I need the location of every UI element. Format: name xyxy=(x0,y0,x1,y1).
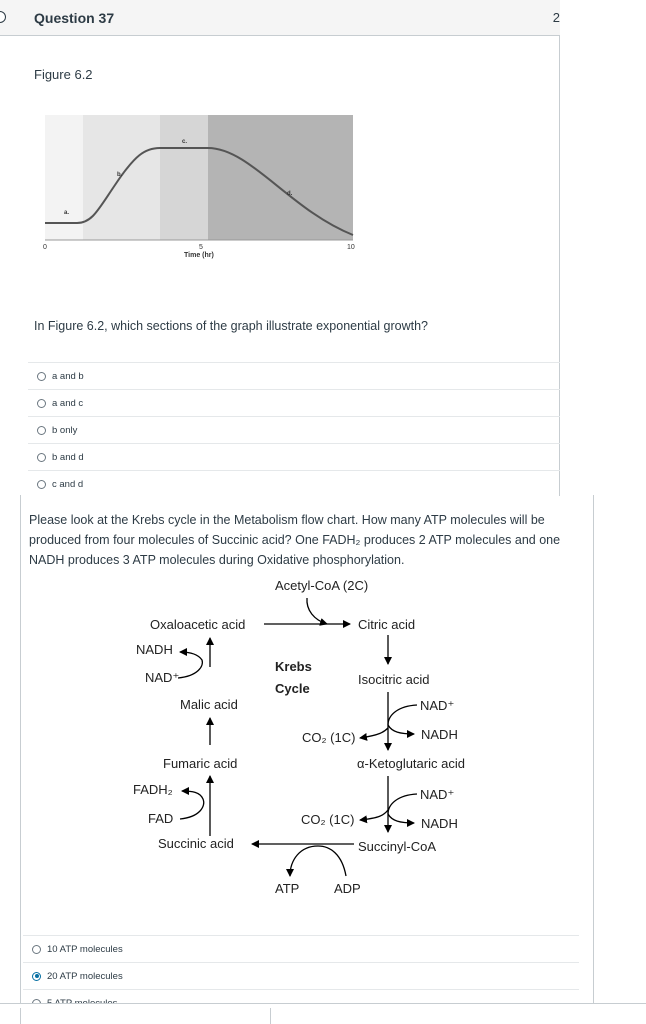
answer-option[interactable] xyxy=(28,389,560,416)
radio-button-selected[interactable] xyxy=(32,972,41,981)
label-co2-1: CO₂ (1C) xyxy=(302,730,356,745)
answer-option[interactable] xyxy=(23,935,579,962)
divider xyxy=(270,1008,271,1024)
divider xyxy=(20,1008,21,1024)
figure-label: Figure 6.2 xyxy=(34,67,93,82)
label-atp: ATP xyxy=(275,881,300,896)
answer-option[interactable] xyxy=(28,470,560,497)
radio-button[interactable] xyxy=(37,453,46,462)
radio-button[interactable] xyxy=(37,372,46,381)
arrow-co2-release-2 xyxy=(360,810,388,820)
label-succinic-acid: Succinic acid xyxy=(158,836,234,851)
arrow-nad-to-nadh-left xyxy=(178,652,202,678)
question-title: Question 37 xyxy=(34,10,115,26)
section-label-b: b. xyxy=(117,172,123,178)
arrow-nad-to-nadh-right-2 xyxy=(388,794,417,823)
growth-curve-figure xyxy=(30,110,370,260)
section-label-c: c. xyxy=(182,139,188,145)
label-co2-2: CO₂ (1C) xyxy=(301,812,355,827)
section-label-d: d. xyxy=(287,191,293,197)
krebs-cycle-diagram xyxy=(0,570,600,900)
label-cycle: Cycle xyxy=(275,681,310,696)
answer-option-selected[interactable] xyxy=(23,962,579,989)
radio-button[interactable] xyxy=(32,945,41,954)
answer-label: b only xyxy=(52,424,78,436)
label-nad-left: NAD⁺ xyxy=(145,670,180,685)
radio-button[interactable] xyxy=(37,399,46,408)
label-nadh-left: NADH xyxy=(136,642,173,657)
answer-option[interactable] xyxy=(28,416,560,443)
answer-label: a and c xyxy=(52,397,84,409)
label-fad: FAD xyxy=(148,811,174,826)
bottom-bar xyxy=(0,1003,646,1024)
arrow-acetyl-entry xyxy=(307,598,327,624)
question-prompt: In Figure 6.2, which sections of the graph illustrate exponential growth? xyxy=(34,319,428,333)
answer-option[interactable] xyxy=(28,443,560,470)
label-krebs: Krebs xyxy=(275,659,312,674)
label-nad-right-2: NAD⁺ xyxy=(420,787,455,802)
arrow-fad-to-fadh2 xyxy=(180,791,204,819)
radio-button[interactable] xyxy=(37,480,46,489)
label-adp: ADP xyxy=(334,881,361,896)
answer-label: 10 ATP molecules xyxy=(47,943,123,955)
radio-button[interactable] xyxy=(37,426,46,435)
answer-list xyxy=(28,362,560,497)
answer-option[interactable] xyxy=(28,362,560,389)
label-nadh-right-2: NADH xyxy=(421,816,458,831)
question-2-prompt: Please look at the Krebs cycle in the Metabolism flow chart. How many ATP molecules will be produced from four molecules of Succinic acid? One FADH₂ produces 2 ATP molecules and one NADH produces 3 ATP molecules during Oxidative phosphorylation. xyxy=(29,513,561,567)
answer-label: b and d xyxy=(52,451,84,463)
arrow-co2-release-1 xyxy=(360,728,388,738)
label-nad-right-1: NAD⁺ xyxy=(420,698,455,713)
section-c-band xyxy=(160,115,208,240)
label-oxaloacetic-acid: Oxaloacetic acid xyxy=(150,617,246,632)
section-d-band xyxy=(208,115,353,240)
question-header xyxy=(0,0,560,36)
label-ketoglutaric-acid: α-Ketoglutaric acid xyxy=(357,756,465,771)
answer-label: c and d xyxy=(52,478,84,490)
label-fumaric-acid: Fumaric acid xyxy=(163,756,238,771)
flag-icon[interactable] xyxy=(0,11,6,23)
answer-label: 20 ATP molecules xyxy=(47,970,123,982)
question-points: 2 xyxy=(552,10,560,25)
label-citric-acid: Citric acid xyxy=(358,617,416,632)
x-tick-0: 0 xyxy=(43,244,47,251)
label-fadh2: FADH₂ xyxy=(133,782,173,797)
label-succinyl-coa: Succinyl-CoA xyxy=(358,839,437,854)
label-malic-acid: Malic acid xyxy=(180,697,238,712)
x-tick-5: 5 xyxy=(199,244,203,251)
section-a-band xyxy=(45,115,83,240)
arrow-adp-to-atp xyxy=(290,846,346,876)
x-tick-10: 10 xyxy=(347,244,355,251)
arrow-nad-to-nadh-right-1 xyxy=(388,705,417,734)
label-isocitric-acid: Isocitric acid xyxy=(358,672,430,687)
label-acetyl-coa: Acetyl-CoA (2C) xyxy=(275,578,369,593)
answer-label: a and b xyxy=(52,370,84,382)
section-label-a: a. xyxy=(64,210,70,216)
label-nadh-right-1: NADH xyxy=(421,727,458,742)
x-axis-label: Time (hr) xyxy=(184,252,214,259)
